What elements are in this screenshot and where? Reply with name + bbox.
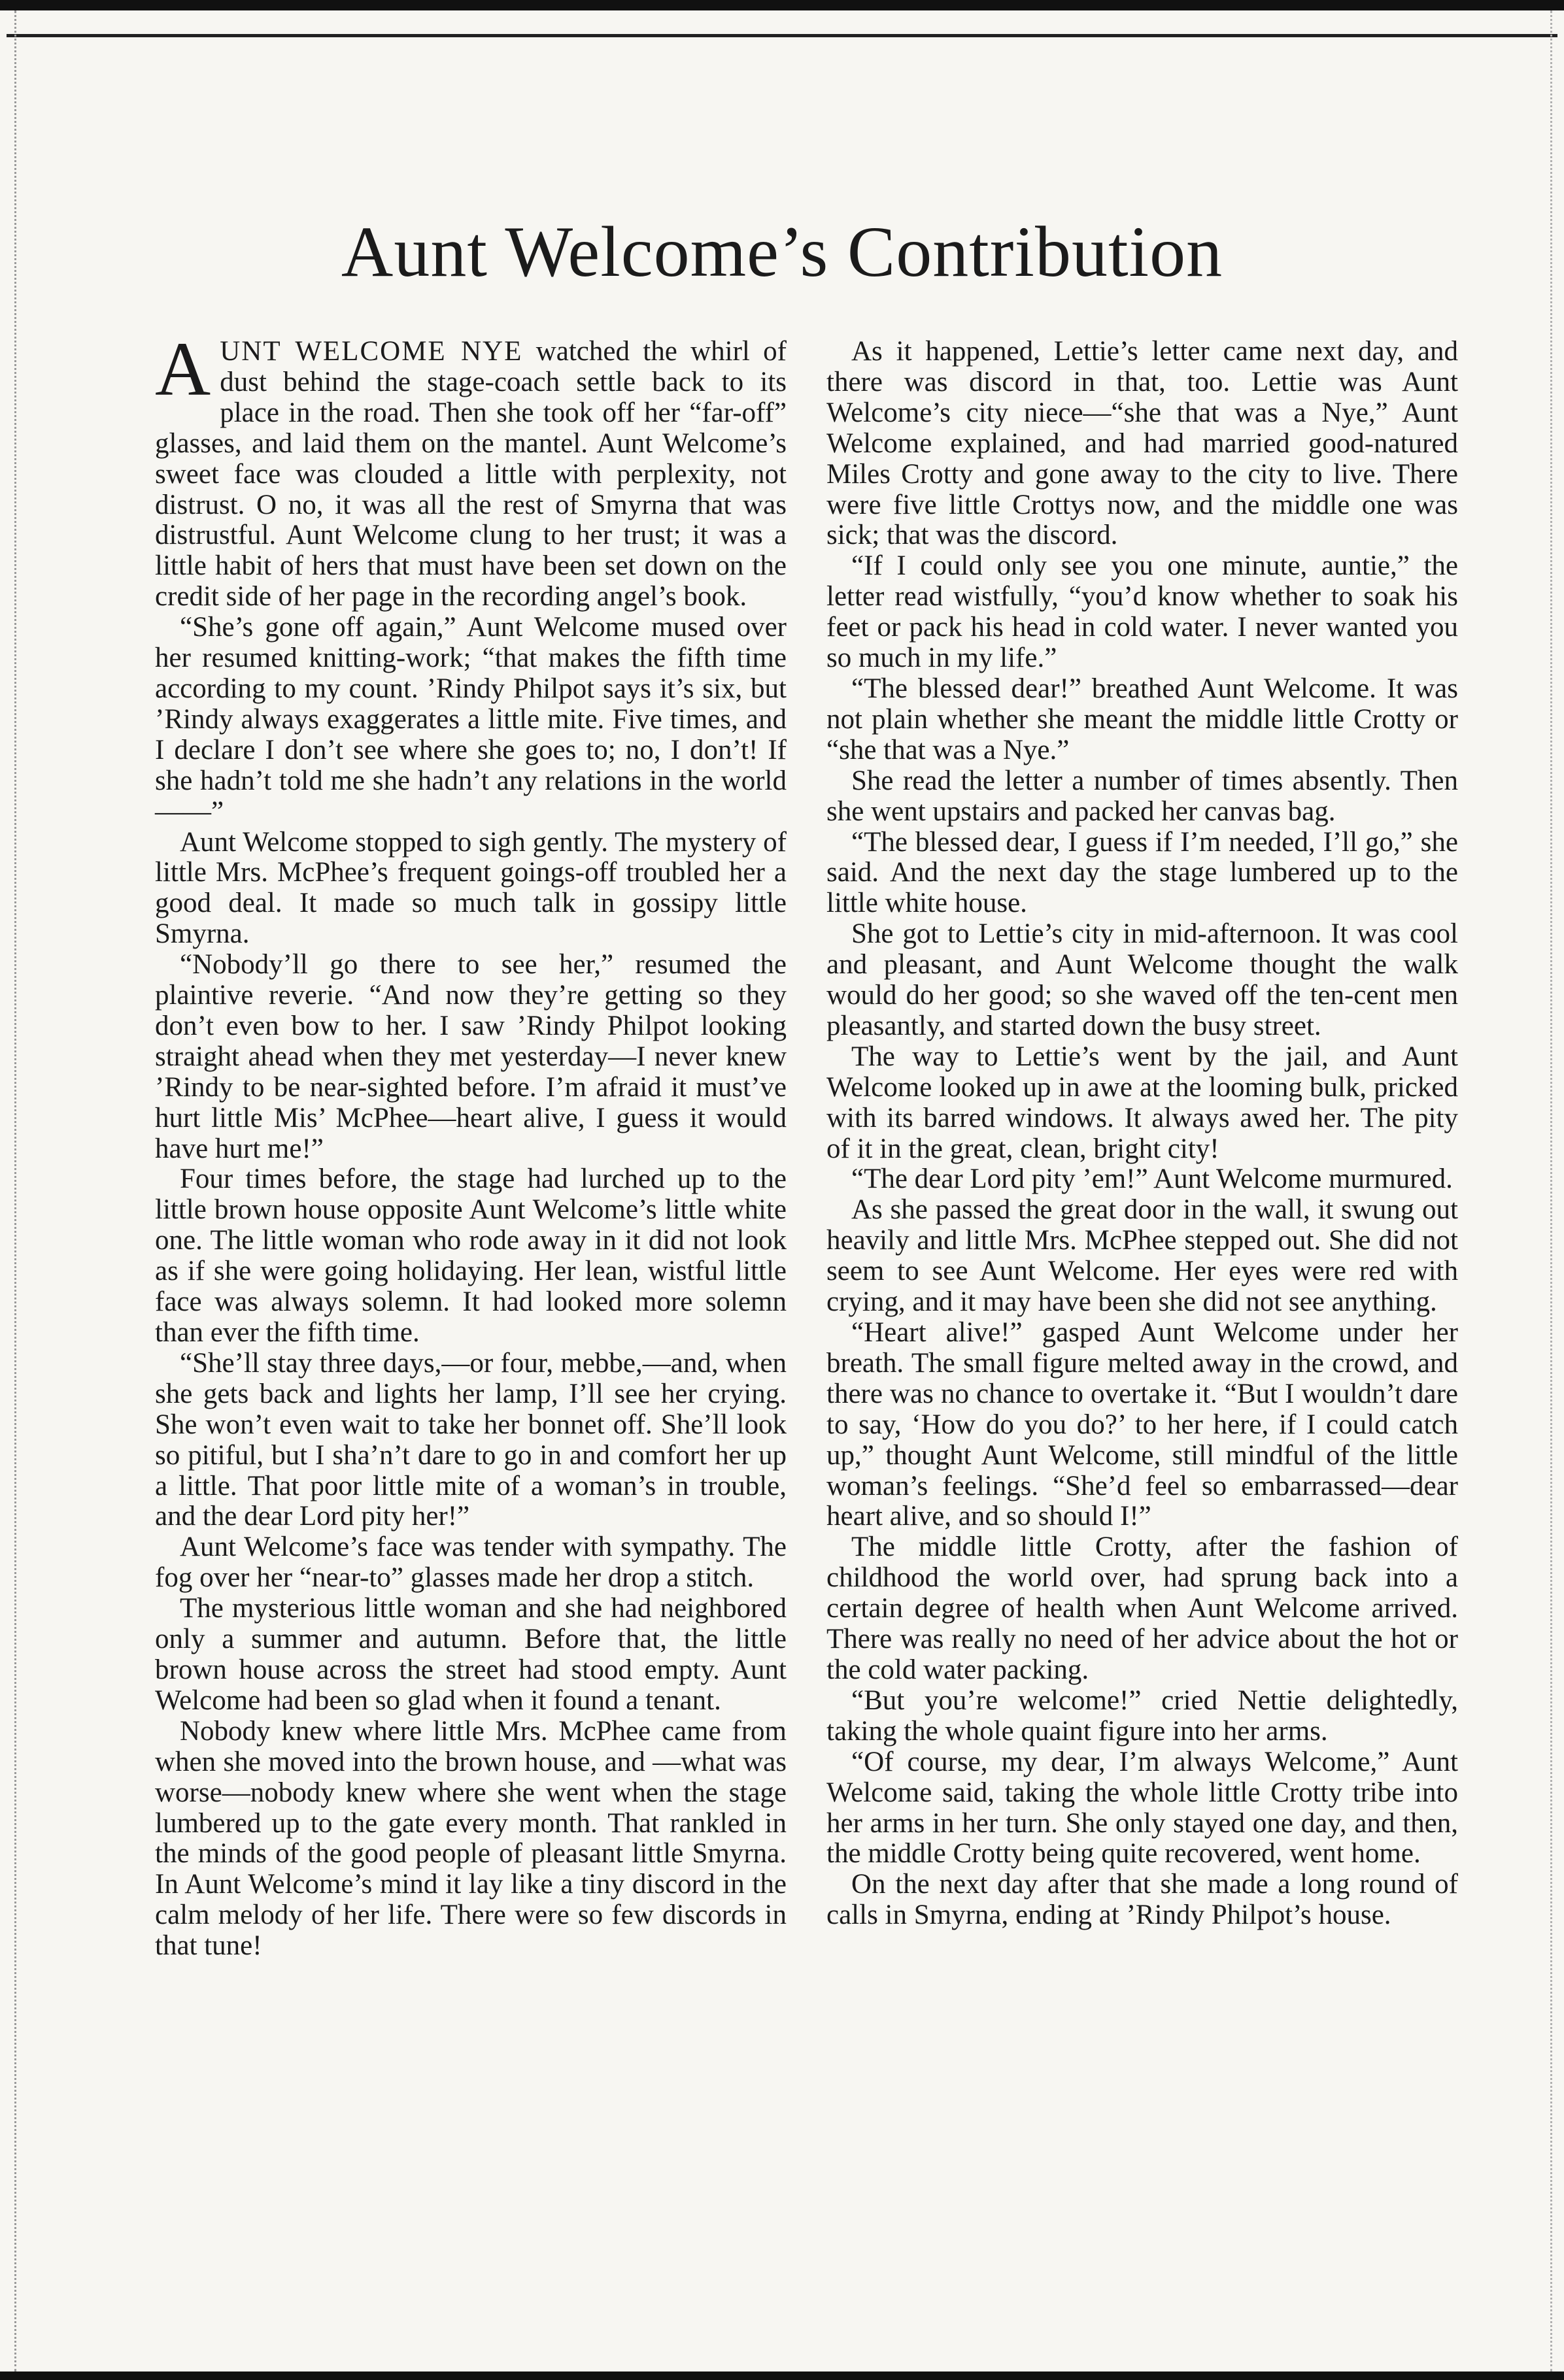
paragraph: “The blessed dear, I guess if I’m needed, I’ll go,” she said. And the next day the stage lumbered up to the little white house.: [826, 826, 1458, 919]
paragraph: The middle little Crotty, after the fashion of childhood the world over, had sprung back into a certain degree of health when Aunt Welcome arrived. There was really no need of her advice about the hot or the cold water packing.: [826, 1532, 1458, 1685]
paragraph: Nobody knew where little Mrs. McPhee came from when she moved into the brown house, and —what was worse—nobody knew where she went when the stage lumbered up to the gate every month. That rankled in the minds of the good people of pleasant little Smyrna. In Aunt Welcome’s mind it lay like a tiny discord in the calm melody of her life. There were so few discords in that tune!: [155, 1715, 787, 1962]
paragraph: She got to Lettie’s city in mid-afternoon. It was cool and pleasant, and Aunt Welcome thought the walk would do her good; so she waved off the ten-cent men pleasantly, and started down the busy street.: [826, 918, 1458, 1041]
paragraph: “Nobody’ll go there to see her,” resumed the plaintive reverie. “And now they’re getting so they don’t even bow to her. I saw ’Rindy Philpot looking straight ahead when they met yesterday—I never knew ’Rindy to be near-sighted before. I’m afraid it must’ve hurt little Mis’ McPhee—heart alive, I guess it would have hurt me!”: [155, 949, 787, 1164]
right-column: [826, 337, 1458, 1931]
paragraph: Aunt Welcome’s face was tender with sympathy. The fog over her “near-to” glasses made her drop a stitch.: [155, 1532, 787, 1594]
paragraph: As it happened, Lettie’s letter came next day, and there was discord in that, too. Lettie was Aunt Welcome’s city niece—“she that was a Nye,” Aunt Welcome explained, and had married good-natured Miles Crotty and gone away to the city to live. There were five little Crottys now, and the middle one was sick; that was the discord.: [826, 336, 1458, 551]
article-title: Aunt Welcome’s Contribution: [341, 212, 1223, 292]
paragraph: As she passed the great door in the wall, it swung out heavily and little Mrs. McPhee stepped out. She did not seem to see Aunt Welcome. Her eyes were red with crying, and it may have been she did not see anything.: [826, 1194, 1458, 1318]
left-page-edge: [0, 10, 16, 2372]
drop-cap: A: [155, 326, 211, 412]
paragraph: “She’s gone off again,” Aunt Welcome mused over her resumed knitting-work; “that makes the fifth time according to my count. ’Rindy Philpot says it’s six, but ’Rindy always exaggerates a little mite. Five times, and I declare I don’t see where she goes to; no, I don’t! If she hadn’t told me she hadn’t any relations in the world——”: [155, 612, 787, 827]
top-border-rule: [0, 0, 1564, 10]
paragraph: Aunt Welcome stopped to sigh gently. The mystery of little Mrs. McPhee’s frequent goings-off troubled her a good deal. It made so much talk in gossipy little Smyrna.: [155, 826, 787, 950]
paragraph: “Of course, my dear, I’m always Welcome,” Aunt Welcome said, taking the whole little Crotty tribe into her arms in her turn. She only stayed one day, and then, the middle Crotty being quite recovered, went home.: [826, 1746, 1458, 1869]
paragraph: “She’ll stay three days,—or four, mebbe,—and, when she gets back and lights her lamp, I’ll see her crying. She won’t even wait to take her bonnet off. She’ll look so pitiful, but I sha’n’t dare to go in and comfort her up a little. That poor little mite of a woman’s in trouble, and the dear Lord pity her!”: [155, 1347, 787, 1532]
paragraph: “Heart alive!” gasped Aunt Welcome under her breath. The small figure melted away in the crowd, and there was no chance to overtake it. “But I wouldn’t dare to say, ‘How do you do?’ to her here, if I could catch up,” thought Aunt Welcome, still mindful of the little woman’s feelings. “She’d feel so embarrassed—dear heart alive, and so should I!”: [826, 1317, 1458, 1532]
paragraph: On the next day after that she made a long round of calls in Smyrna, ending at ’Rindy Philpot’s house.: [826, 1869, 1458, 1931]
opening-paragraph: [155, 326, 787, 612]
paragraph: The mysterious little woman and she had neighbored only a summer and autumn. Before that, the little brown house across the street had stood empty. Aunt Welcome had been so glad when it found a tenant.: [155, 1593, 787, 1716]
paragraph: “The dear Lord pity ’em!” Aunt Welcome murmured.: [851, 1164, 1453, 1195]
paragraph: “If I could only see you one minute, auntie,” the letter read wistfully, “you’d know whether to soak his feet or pack his head in cold water. I never wanted you so much in my life.”: [826, 550, 1458, 674]
paragraph-text: watched the whirl of dust behind the stage-coach settle back to its place in the road. Then she took off her “far-off” glasses, and laid them on the mantel. Aunt Welcome’s sweet face was clouded a little with perplexity, not distrust. O no, it was all the rest of Smyrna that was distrustful. Aunt Welcome clung to her trust; it was a little habit of hers that must have been set down on the credit side of her page in the recording angel’s book.: [155, 336, 787, 612]
paragraph: “The blessed dear!” breathed Aunt Welcome. It was not plain whether she meant the middle little Crotty or “she that was a Nye.”: [826, 673, 1458, 765]
top-thin-rule: [7, 34, 1557, 37]
paragraph: She read the letter a number of times absently. Then she went upstairs and packed her canvas bag.: [826, 765, 1458, 827]
paragraph: The way to Lettie’s went by the jail, and Aunt Welcome looked up in awe at the looming bulk, pricked with its barred windows. It always awed her. The pity of it in the great, clean, bright city!: [826, 1041, 1458, 1164]
paragraph: “But you’re welcome!” cried Nettie delightedly, taking the whole quaint figure into her arms.: [826, 1684, 1458, 1747]
right-page-edge: [1550, 10, 1564, 2372]
bottom-border-rule: [0, 2372, 1564, 2380]
paragraph: Four times before, the stage had lurched up to the little brown house opposite Aunt Welcome’s little white one. The little woman who rode away in it did not look as if she were going holidaying. Her lean, wistful little face was always solemn. It had looked more solemn than ever the fifth time.: [155, 1164, 787, 1348]
lead-caps: UNT WELCOME NYE: [220, 336, 523, 367]
left-column: [155, 326, 787, 1962]
